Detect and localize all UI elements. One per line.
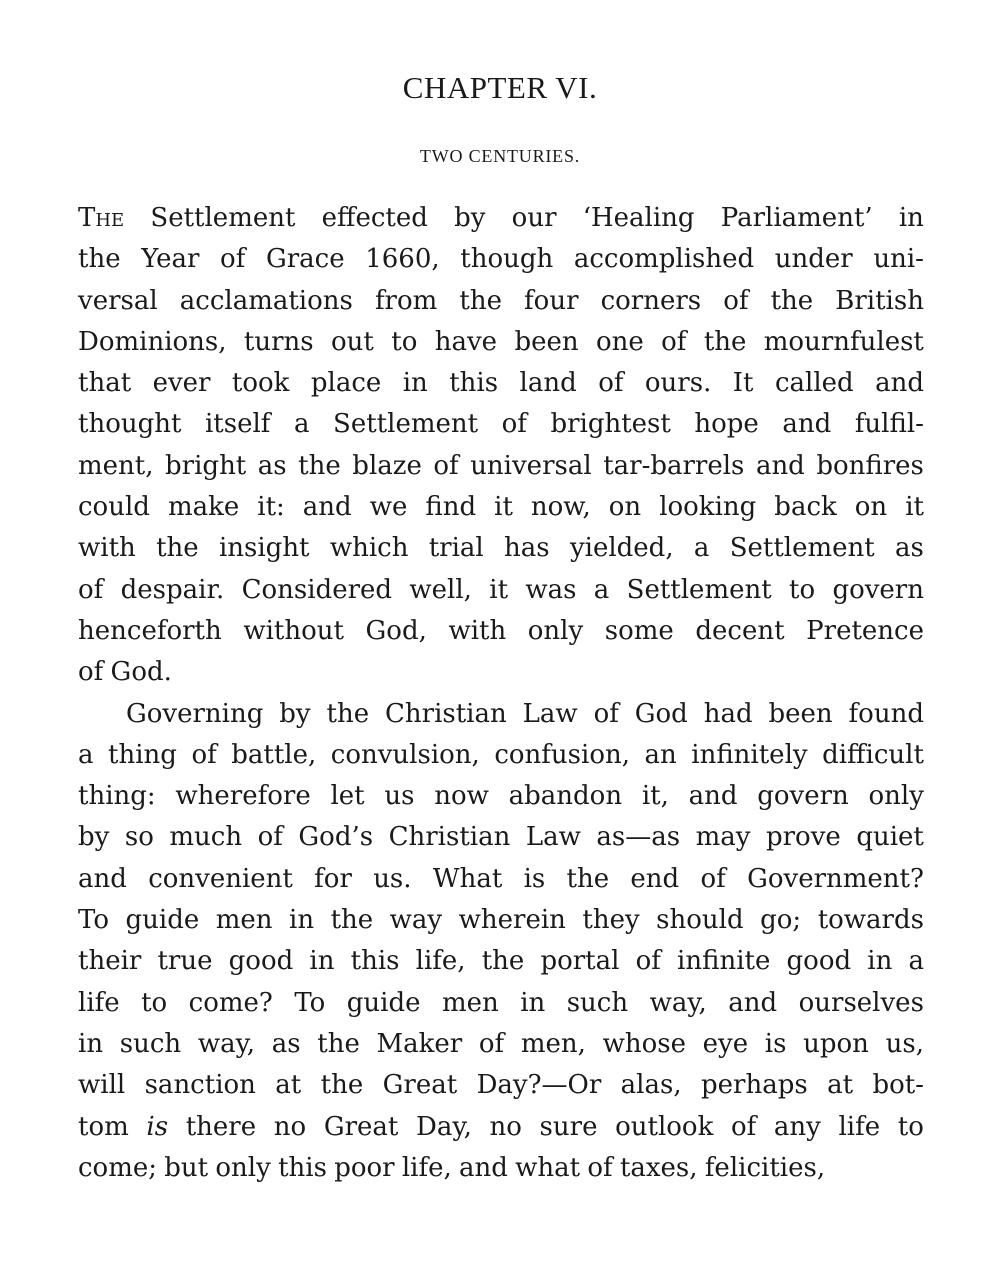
word: ourselves	[798, 987, 924, 1018]
word: of	[433, 450, 459, 481]
word: is	[146, 1111, 169, 1142]
word: a	[293, 409, 310, 440]
word: Settlement	[626, 574, 772, 605]
word: there	[185, 1111, 257, 1142]
word: to	[897, 1111, 924, 1142]
word: been	[768, 698, 833, 729]
word: to	[141, 987, 168, 1018]
word: yielded,	[569, 533, 674, 564]
text-line	[78, 487, 924, 528]
word: mournfulest	[763, 326, 924, 357]
word: it:	[257, 492, 285, 523]
word: insight	[218, 533, 310, 564]
word: Day,	[416, 1111, 472, 1142]
word: hope	[694, 409, 759, 440]
text-line	[78, 1107, 924, 1148]
word: took	[231, 368, 290, 399]
word: itself	[204, 409, 271, 440]
word: of	[220, 244, 246, 275]
word: wherein	[458, 905, 566, 936]
word: without	[243, 615, 344, 646]
word: a	[593, 574, 610, 605]
word: God,	[365, 615, 427, 646]
paragraph-2	[78, 694, 924, 1190]
word: by	[454, 203, 486, 233]
word: this	[278, 1152, 327, 1183]
word: Day?—Or	[476, 1070, 602, 1101]
word: alas,	[620, 1070, 682, 1101]
word: Dominions,	[78, 326, 227, 357]
word: the	[317, 1028, 360, 1059]
word: The	[78, 203, 125, 233]
word: of	[257, 822, 283, 853]
word: of	[478, 1028, 505, 1059]
text-line	[78, 735, 924, 776]
text-line	[78, 611, 924, 652]
word: of	[191, 739, 217, 770]
word: turns	[243, 326, 314, 357]
word: an	[644, 739, 677, 770]
word: govern	[832, 574, 924, 605]
word: much	[169, 822, 243, 853]
word: of	[723, 285, 749, 316]
word: of	[635, 946, 661, 977]
word: as—as	[596, 822, 681, 853]
text-line	[78, 652, 924, 693]
word: come?	[188, 987, 273, 1018]
word: henceforth	[78, 615, 222, 646]
word: was	[525, 574, 577, 605]
word: called	[774, 368, 854, 399]
word: of	[587, 1152, 613, 1183]
word: eye	[702, 1028, 749, 1059]
word: and	[78, 863, 127, 894]
word: our	[511, 203, 557, 233]
word: Settlement	[333, 409, 479, 440]
word: way,	[197, 1028, 256, 1059]
word: it	[494, 492, 513, 523]
word: that	[78, 368, 132, 399]
word: quiet	[856, 822, 924, 853]
word: had	[703, 698, 753, 729]
word: Pretence	[806, 615, 924, 646]
word: should	[656, 905, 744, 936]
word: and	[459, 1152, 508, 1183]
word: this	[350, 946, 400, 977]
word: it	[489, 574, 509, 605]
word: what	[515, 1152, 581, 1183]
word: in	[78, 1028, 104, 1059]
word: bonfires	[816, 450, 924, 481]
word: God.	[110, 657, 172, 688]
word: on	[854, 492, 888, 523]
word: in	[520, 987, 546, 1018]
word: now	[434, 781, 489, 812]
word: poor	[334, 1152, 395, 1183]
word: guide	[125, 905, 200, 936]
word: good	[228, 946, 294, 977]
word: 1660,	[365, 244, 440, 275]
word: God’s	[298, 822, 374, 853]
word: the	[481, 946, 525, 977]
word: such	[119, 1028, 182, 1059]
word: and	[782, 409, 832, 440]
word: found	[848, 698, 924, 729]
word: with	[448, 615, 507, 646]
word: Considered	[241, 574, 393, 605]
word: British	[835, 285, 924, 316]
word: Settlement	[150, 203, 296, 233]
word: only	[215, 1152, 271, 1183]
word: in	[898, 203, 924, 233]
word: is	[523, 863, 546, 894]
word: and	[728, 987, 778, 1018]
word: Parliament’	[720, 203, 873, 233]
text-line	[78, 941, 924, 982]
word: we	[369, 492, 408, 523]
word: despair.	[120, 574, 225, 605]
word: confusion,	[494, 739, 630, 770]
word: accomplished	[573, 244, 755, 275]
word: place	[310, 368, 382, 399]
word: and	[755, 450, 805, 481]
word: fulfil-	[854, 409, 924, 440]
word: four	[524, 285, 579, 316]
word: ment,	[78, 450, 154, 481]
word: find	[425, 492, 477, 523]
word: the	[298, 450, 341, 481]
word: may	[695, 822, 751, 853]
word: men,	[520, 1028, 586, 1059]
chapter-subtitle: TWO CENTURIES.	[419, 146, 581, 166]
word: it	[905, 492, 924, 523]
word: Year	[141, 244, 200, 275]
word: on	[608, 492, 642, 523]
word: under	[774, 244, 853, 275]
word: to	[391, 326, 418, 357]
word: the	[330, 905, 374, 936]
word: trial	[428, 533, 484, 564]
word: us	[384, 781, 415, 812]
word: now,	[530, 492, 591, 523]
word: of	[593, 698, 619, 729]
word: in	[289, 905, 315, 936]
word: upon	[803, 1028, 869, 1059]
word: men	[215, 905, 273, 936]
word: Great	[382, 1070, 458, 1101]
text-line	[78, 446, 924, 487]
word: make	[167, 492, 240, 523]
text-line	[78, 1065, 924, 1106]
word: with	[78, 533, 136, 564]
word: the	[78, 244, 121, 275]
word: guide	[346, 987, 421, 1018]
text-line	[78, 363, 924, 404]
word: ours.	[644, 368, 712, 399]
word: they	[582, 905, 640, 936]
word: a	[693, 533, 710, 564]
text-line	[78, 694, 924, 735]
word: land	[519, 368, 577, 399]
word: Grace	[265, 244, 345, 275]
word: could	[78, 492, 150, 523]
word: the	[459, 285, 502, 316]
word: but	[164, 1152, 209, 1183]
word: Government?	[747, 863, 924, 894]
word: thing:	[78, 781, 156, 812]
word: end	[630, 863, 680, 894]
word: of	[501, 409, 527, 440]
chapter-title: CHAPTER VI.	[402, 70, 598, 105]
word: What	[432, 863, 503, 894]
text-line	[78, 1024, 924, 1065]
word: so	[124, 822, 154, 853]
word: by	[279, 698, 311, 729]
word: ‘Healing	[582, 203, 695, 233]
word: convulsion,	[330, 739, 480, 770]
word: govern	[757, 781, 849, 812]
word: by	[78, 822, 110, 853]
word: portal	[540, 946, 620, 977]
word: men	[441, 987, 499, 1018]
text-line	[78, 570, 924, 611]
word: out	[331, 326, 374, 357]
text-line	[78, 817, 924, 858]
paragraph-1	[78, 198, 924, 694]
word: the	[566, 863, 610, 894]
word: any	[773, 1111, 821, 1142]
word: blaze	[352, 450, 422, 481]
word: of	[78, 574, 104, 605]
word: Settlement	[729, 533, 875, 564]
word: tar-barrels	[603, 450, 745, 481]
word: a	[78, 739, 94, 770]
text-line	[78, 198, 924, 239]
word: the	[703, 326, 747, 357]
word: the	[156, 533, 199, 564]
word: as	[271, 1028, 301, 1059]
word: it,	[641, 781, 669, 812]
word: Maker	[376, 1028, 463, 1059]
word: and	[875, 368, 924, 399]
word: God	[634, 698, 688, 729]
word: perhaps	[701, 1070, 808, 1101]
text-line	[78, 322, 924, 363]
word: infinite	[677, 946, 771, 977]
word: Law	[522, 698, 578, 729]
word: as	[895, 533, 924, 564]
word: to	[789, 574, 816, 605]
word: at	[275, 1070, 302, 1101]
word: let	[330, 781, 365, 812]
word: no	[489, 1111, 522, 1142]
word: their	[78, 946, 142, 977]
word: To	[294, 987, 326, 1018]
word: of	[598, 368, 624, 399]
word: will	[78, 1070, 126, 1101]
word: decent	[695, 615, 785, 646]
text-line	[78, 281, 924, 322]
word: felicities,	[704, 1152, 826, 1183]
text-line	[78, 983, 924, 1024]
word: in	[867, 946, 893, 977]
word: effected	[321, 203, 428, 233]
word: as	[257, 450, 287, 481]
word: versal	[78, 285, 158, 316]
word: back	[774, 492, 837, 523]
word: thought	[78, 409, 182, 440]
word: tom	[78, 1111, 129, 1142]
word: infinitely	[691, 739, 808, 770]
word: abandon	[508, 781, 623, 812]
word: wherefore	[175, 781, 311, 812]
word: To	[78, 905, 109, 936]
word: Christian	[388, 822, 511, 853]
word: ever	[152, 368, 211, 399]
word: Great	[323, 1111, 399, 1142]
word: only	[868, 781, 924, 812]
word: corners	[600, 285, 702, 316]
word: difficult	[822, 739, 924, 770]
word: a	[908, 946, 924, 977]
word: well,	[409, 574, 472, 605]
word: is	[764, 1028, 787, 1059]
word: the	[320, 1070, 364, 1101]
word: and	[302, 492, 352, 523]
text-line	[78, 1148, 924, 1189]
word: brightest	[550, 409, 671, 440]
text-line	[78, 900, 924, 941]
body-text	[78, 198, 924, 1189]
word: for	[314, 863, 352, 894]
word: Law	[525, 822, 581, 853]
word: of	[78, 657, 104, 688]
word: acclamations	[179, 285, 353, 316]
word: towards	[817, 905, 924, 936]
word: has	[504, 533, 550, 564]
word: life	[838, 1111, 881, 1142]
word: Governing	[126, 698, 264, 729]
word: at	[827, 1070, 854, 1101]
word: bright	[165, 450, 247, 481]
word: life,	[401, 1152, 452, 1183]
word: It	[732, 368, 754, 399]
word: in	[309, 946, 335, 977]
word: universal	[470, 450, 592, 481]
text-line	[78, 528, 924, 569]
word: thing	[108, 739, 177, 770]
word: come;	[78, 1152, 158, 1183]
word: sure	[539, 1111, 598, 1142]
word: the	[770, 285, 814, 316]
word: of	[661, 326, 687, 357]
word: us,	[885, 1028, 924, 1059]
word: bot-	[872, 1070, 924, 1101]
word: whose	[602, 1028, 686, 1059]
word: prove	[765, 822, 841, 853]
word: been	[514, 326, 579, 357]
word: no	[273, 1111, 307, 1142]
word: us.	[373, 863, 412, 894]
word: which	[329, 533, 409, 564]
word: only	[527, 615, 584, 646]
word: the	[326, 698, 370, 729]
word: true	[157, 946, 213, 977]
word: from	[374, 285, 438, 316]
word: one	[595, 326, 644, 357]
word: go;	[760, 905, 802, 936]
word: way	[389, 905, 443, 936]
word: of	[700, 863, 726, 894]
word: in	[402, 368, 428, 399]
word: looking	[659, 492, 757, 523]
word: and	[688, 781, 738, 812]
word: life,	[415, 946, 466, 977]
word: though	[460, 244, 554, 275]
word: uni-	[873, 244, 924, 275]
word: some	[604, 615, 674, 646]
word: this	[449, 368, 499, 399]
text-line	[78, 404, 924, 445]
text-line	[78, 239, 924, 280]
word: convenient	[148, 863, 293, 894]
word: outlook	[615, 1111, 714, 1142]
word: such	[566, 987, 629, 1018]
text-line	[78, 776, 924, 817]
text-line	[78, 859, 924, 900]
word: of	[730, 1111, 757, 1142]
word: good	[786, 946, 852, 977]
word: taxes,	[619, 1152, 698, 1183]
word: Christian	[385, 698, 507, 729]
word: sanction	[144, 1070, 256, 1101]
word: have	[434, 326, 498, 357]
word: battle,	[231, 739, 317, 770]
word: life	[78, 987, 120, 1018]
word: way,	[649, 987, 707, 1018]
